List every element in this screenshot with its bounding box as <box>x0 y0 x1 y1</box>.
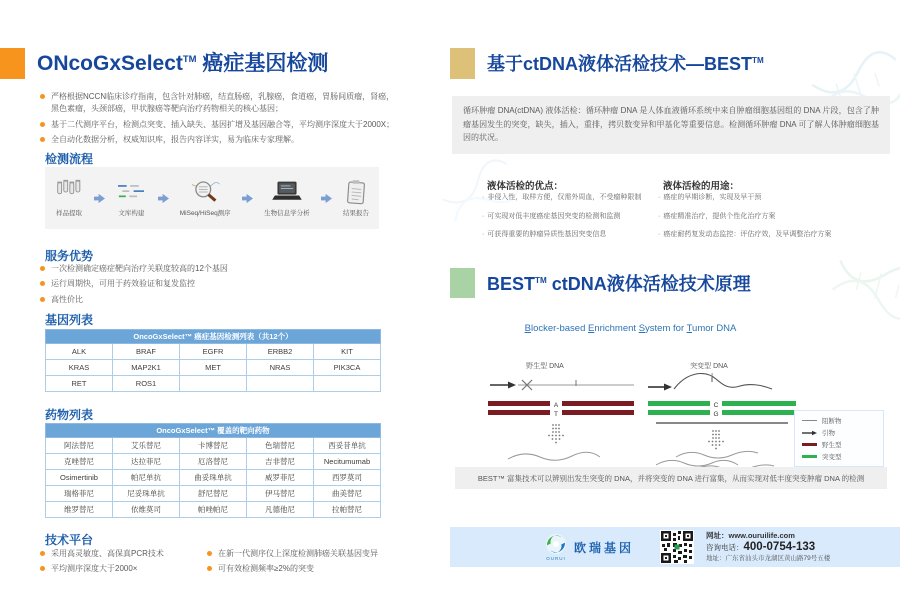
bullet-dot <box>40 297 45 302</box>
drug-table <box>45 423 381 518</box>
bullet-dot <box>40 566 45 571</box>
list-item-text: 在新一代测序仪上深度检测肺癌关联基因变异 <box>218 549 378 558</box>
drug-cell: 曲妥珠单抗 <box>180 470 247 486</box>
list-item <box>207 563 397 575</box>
bullet-dot <box>40 122 45 127</box>
drug-cell: Necitumumab <box>314 454 381 470</box>
legend-row <box>802 440 876 449</box>
list-item <box>40 91 402 116</box>
sample-tubes-icon <box>55 179 83 205</box>
platform-list-right <box>207 548 397 579</box>
flow-step <box>180 179 231 217</box>
bullet-dot <box>40 551 45 556</box>
drug-cell: 曲美替尼 <box>314 486 381 502</box>
drug-cell: 色瑞替尼 <box>247 438 314 454</box>
dotted-arrow-icon <box>548 424 564 443</box>
drug-cell: 艾乐替尼 <box>113 438 180 454</box>
flow-step <box>116 179 146 217</box>
gene-cell: NRAS <box>247 360 314 376</box>
flow-step-label: 样品提取 <box>56 210 82 217</box>
contact-block <box>706 531 830 563</box>
gene-cell: PIK3CA <box>314 360 381 376</box>
drug-cell: 帕尼单抗 <box>113 470 180 486</box>
sequencing-magnifier-icon <box>190 179 220 205</box>
primer-swatch <box>802 430 817 436</box>
subtitle-text: locker-based <box>530 323 588 334</box>
gene-cell: RET <box>46 376 113 392</box>
bullet-dot <box>207 551 212 556</box>
drug-cell: 帕唑帕尼 <box>180 502 247 518</box>
best-title-text: 基于ctDNA液体活检技术—BEST <box>487 54 753 74</box>
drug-cell: 依维莫司 <box>113 502 180 518</box>
best-acronym-subtitle <box>458 323 803 334</box>
drug-cell: 厄洛替尼 <box>180 454 247 470</box>
legend-label: 突变型 <box>822 454 842 461</box>
gene-cell: ALK <box>46 344 113 360</box>
website-value: www.ouruilife.com <box>728 531 795 541</box>
mutant-swatch <box>802 455 817 458</box>
table-row <box>46 454 381 470</box>
released-dna-wave <box>508 452 600 460</box>
subtitle-letter: T <box>686 323 693 334</box>
gene-table-title: OncoGxSelect™ 癌症基因检测列表（共12个） <box>46 330 381 344</box>
base-letter: T <box>554 411 558 418</box>
list-item: · 可获得重要的肿瘤异质性基因突变信息 <box>482 230 662 241</box>
principle-title-suffix: ctDNA液体活检技术原理 <box>546 274 751 294</box>
base-letter: C <box>713 402 719 409</box>
primer-arrow-icon <box>490 382 516 389</box>
base-letter: A <box>553 402 559 409</box>
address-label: 地址： <box>706 554 726 562</box>
drug-cell: 舒尼替尼 <box>180 486 247 502</box>
list-item <box>40 548 205 560</box>
drug-cell: Osimertinib <box>46 470 113 486</box>
bullet-dot <box>40 266 45 271</box>
legend-row <box>802 428 876 437</box>
wild-type-label: 野生型 DNA <box>526 363 564 370</box>
arrow-right-icon <box>242 193 253 204</box>
arrow-right-icon <box>94 193 105 204</box>
list-item-text: 采用高灵敏度、高保真PCR技术 <box>51 549 164 558</box>
section-accent-block <box>0 48 25 79</box>
ourui-logo-icon <box>545 533 567 555</box>
legend-row <box>802 416 876 425</box>
subtitle-text: umor DNA <box>692 323 737 334</box>
table-row <box>46 360 381 376</box>
legend-label: 野生型 <box>822 442 842 449</box>
flow-step-label: MiSeq/HiSeq测序 <box>179 210 231 217</box>
mutant-type-panel <box>648 373 800 475</box>
list-item-text: 严格根据NCCN临床诊疗指南，包含针对肺癌，结直肠癌，乳腺癌，食道癌，胃肠间质瘤，肾癌，黑色素瘤，头颈部癌，甲状腺癌等靶向治疗药物相关的核心基因； <box>51 92 395 114</box>
drug-cell: 阿法替尼 <box>46 438 113 454</box>
table-row <box>46 486 381 502</box>
advantages-list <box>40 263 400 309</box>
website-line <box>706 531 830 540</box>
drug-cell: 西妥昔单抗 <box>314 438 381 454</box>
section-heading-drugs: 药物列表 <box>45 408 94 422</box>
table-row <box>46 376 381 392</box>
phone-value: 400-0754-133 <box>743 541 816 554</box>
list-item <box>40 278 400 290</box>
best-principle-diagram <box>450 355 890 475</box>
base-letter: G <box>713 411 719 418</box>
list-item: · 癌症耐药复发动态监控：评估疗效，及早调整治疗方案 <box>658 230 893 241</box>
drug-cell: 威罗菲尼 <box>247 470 314 486</box>
table-row <box>46 438 381 454</box>
list-item <box>40 263 400 275</box>
mutant-dna-bars <box>648 401 796 415</box>
uses-list <box>658 193 893 249</box>
drug-cell: 凡德他尼 <box>247 502 314 518</box>
mismatch-base-letter: T <box>710 373 714 378</box>
drug-cell: 卡博替尼 <box>180 438 247 454</box>
pros-heading: 液体活检的优点： <box>487 181 564 192</box>
qr-code <box>660 530 694 564</box>
bullet-dot <box>40 137 45 142</box>
gene-cell: KRAS <box>46 360 113 376</box>
subtitle-letter: E <box>588 323 595 334</box>
list-item <box>40 563 205 575</box>
section-heading-genes: 基因列表 <box>45 313 94 327</box>
flow-step-label: 结果报告 <box>342 210 369 217</box>
primer-arrow-icon <box>648 384 672 391</box>
list-item: · 可实现对低丰度癌症基因突变的检测和监测 <box>482 212 662 223</box>
section-heading-process: 检测流程 <box>45 152 94 166</box>
section-heading-platform: 技术平台 <box>45 533 94 547</box>
list-item <box>40 119 402 131</box>
arrow-right-icon <box>158 193 169 204</box>
legend-label: 引物 <box>822 430 835 437</box>
drug-cell: 伊马替尼 <box>247 486 314 502</box>
logo-en-text: OURUI <box>546 556 566 561</box>
flow-step-label: 文库构建 <box>118 210 145 217</box>
list-item-text: 可有效检测频率≥2%的突变 <box>218 564 314 574</box>
list-item-text: 一次检测确定癌症靶向治疗关联度较高的12个基因 <box>51 264 228 273</box>
address-line <box>706 555 830 563</box>
wild-dna-bars <box>488 401 634 415</box>
drug-table-title: OncoGxSelect™ 覆盖的靶向药物 <box>46 424 381 438</box>
gene-cell: MAP2K1 <box>113 360 180 376</box>
list-item <box>40 294 400 306</box>
subtitle-text: nrichment <box>594 323 639 334</box>
intro-bullet-list <box>40 91 402 150</box>
bullet-dot <box>40 94 45 99</box>
library-fragments-icon <box>116 179 146 205</box>
section-accent-block <box>450 48 475 79</box>
dna-watermark <box>824 244 900 328</box>
section-heading-advantages: 服务优势 <box>45 249 94 263</box>
ctdna-intro-paragraph: 循环肿瘤 DNA(ctDNA) 液体活检：循环肿瘤 DNA 是人体血液循环系统中来自肿瘤细胞基因组的 DNA 片段，包含了肿瘤基因发生的突变，缺失，插入，重排，拷贝数变异和甲基化等重要信息。检测循环肿瘤 DNA 可了解人体肿瘤细胞基因的状况。 <box>452 96 890 154</box>
flow-step <box>343 179 369 217</box>
dotted-arrow-icon <box>708 430 724 449</box>
page-title <box>37 47 328 77</box>
list-item-text: 全自动化数据分析，权威知识库，报告内容详实，易为临床专家理解。 <box>51 135 299 145</box>
principle-title-brand: BEST <box>487 274 536 294</box>
report-clipboard-icon <box>344 179 368 205</box>
drug-cell: 瑞格菲尼 <box>46 486 113 502</box>
page-title-suffix: 癌症基因检测 <box>202 52 329 75</box>
gene-cell: ERBB2 <box>247 344 314 360</box>
table-row <box>46 470 381 486</box>
subtitle-letter: S <box>638 323 646 334</box>
flow-step <box>55 179 83 217</box>
subtitle-letter: B <box>524 323 531 334</box>
trademark-symbol: TM <box>535 276 547 285</box>
list-item: · 癌症的早期诊断，实现及早干预 <box>658 193 893 204</box>
drug-cell: 拉帕替尼 <box>314 502 381 518</box>
list-item: · 癌症精准治疗，提供个性化治疗方案 <box>658 212 893 223</box>
company-name: 欧瑞基因 <box>574 540 635 555</box>
list-item-text: 平均测序深度大于2000× <box>51 564 138 574</box>
arrow-right-icon <box>321 193 332 204</box>
looped-strand-curve <box>674 374 772 389</box>
mutant-type-label: 突变型 DNA <box>690 363 728 370</box>
table-row <box>46 502 381 518</box>
website-label: 网址： <box>706 531 729 541</box>
list-item <box>40 134 402 146</box>
section-accent-block <box>450 268 475 298</box>
pros-list <box>482 193 662 249</box>
list-item-text: 基于二代测序平台，检测点突变、插入缺失、基因扩增及基因融合等，平均测序深度大于2000X； <box>51 119 395 129</box>
uses-heading: 液体活检的用途： <box>663 181 740 192</box>
phone-label: 咨询电话： <box>706 543 744 553</box>
drug-cell: 吉非替尼 <box>247 454 314 470</box>
wild-type-panel <box>488 373 638 473</box>
ourui-logo <box>545 533 567 561</box>
footer-bar <box>450 527 900 567</box>
gene-cell <box>314 376 381 392</box>
list-item-text: 运行周期快，可用于药效验证和复发监控 <box>51 279 195 289</box>
gene-cell: ROS1 <box>113 376 180 392</box>
drug-cell: 克唑替尼 <box>46 454 113 470</box>
diagram-legend <box>794 410 884 467</box>
flow-step-label: 生物信息学分析 <box>264 210 310 217</box>
drug-cell: 尼妥珠单抗 <box>113 486 180 502</box>
bullet-dot <box>40 281 45 286</box>
trademark-symbol: TM <box>752 56 764 65</box>
subtitle-text: ystem for <box>645 323 687 334</box>
page-title-brand: ONcoGxSelect <box>37 52 183 75</box>
address-value: 广东省汕头市龙湖区黄山路79号五楼 <box>725 554 831 562</box>
gene-cell: EGFR <box>180 344 247 360</box>
gene-cell <box>247 376 314 392</box>
drug-cell: 达拉菲尼 <box>113 454 180 470</box>
wild-swatch <box>802 443 817 446</box>
legend-label: 阻断物 <box>822 418 842 425</box>
gene-cell <box>180 376 247 392</box>
table-row <box>46 344 381 360</box>
laptop-icon <box>271 179 303 205</box>
list-item-text: 高性价比 <box>51 294 83 304</box>
process-flow-box <box>45 167 379 229</box>
gene-cell: BRAF <box>113 344 180 360</box>
list-item <box>207 548 397 560</box>
bullet-dot <box>207 566 212 571</box>
legend-row <box>802 452 876 461</box>
trademark-symbol: TM <box>182 54 197 65</box>
principle-section-title <box>487 270 751 296</box>
gene-cell: KIT <box>314 344 381 360</box>
list-item: · 非侵入性，取样方便，仅需外周血，不受瘤种限制 <box>482 193 662 204</box>
drug-cell: 维罗替尼 <box>46 502 113 518</box>
platform-list-left <box>40 548 205 579</box>
phone-line <box>706 540 830 554</box>
gene-cell: MET <box>180 360 247 376</box>
drug-cell: 西罗莫司 <box>314 470 381 486</box>
best-section-title <box>487 50 764 76</box>
flow-step <box>264 179 310 217</box>
blocker-swatch <box>802 420 817 422</box>
best-summary-bar: BEST™ 富集技术可以辨别出发生突变的 DNA，并将突变的 DNA 进行富集，从而实现对低丰度突变肿瘤 DNA 的检测 <box>455 467 887 489</box>
gene-table <box>45 329 381 392</box>
blocker-line <box>656 422 788 424</box>
